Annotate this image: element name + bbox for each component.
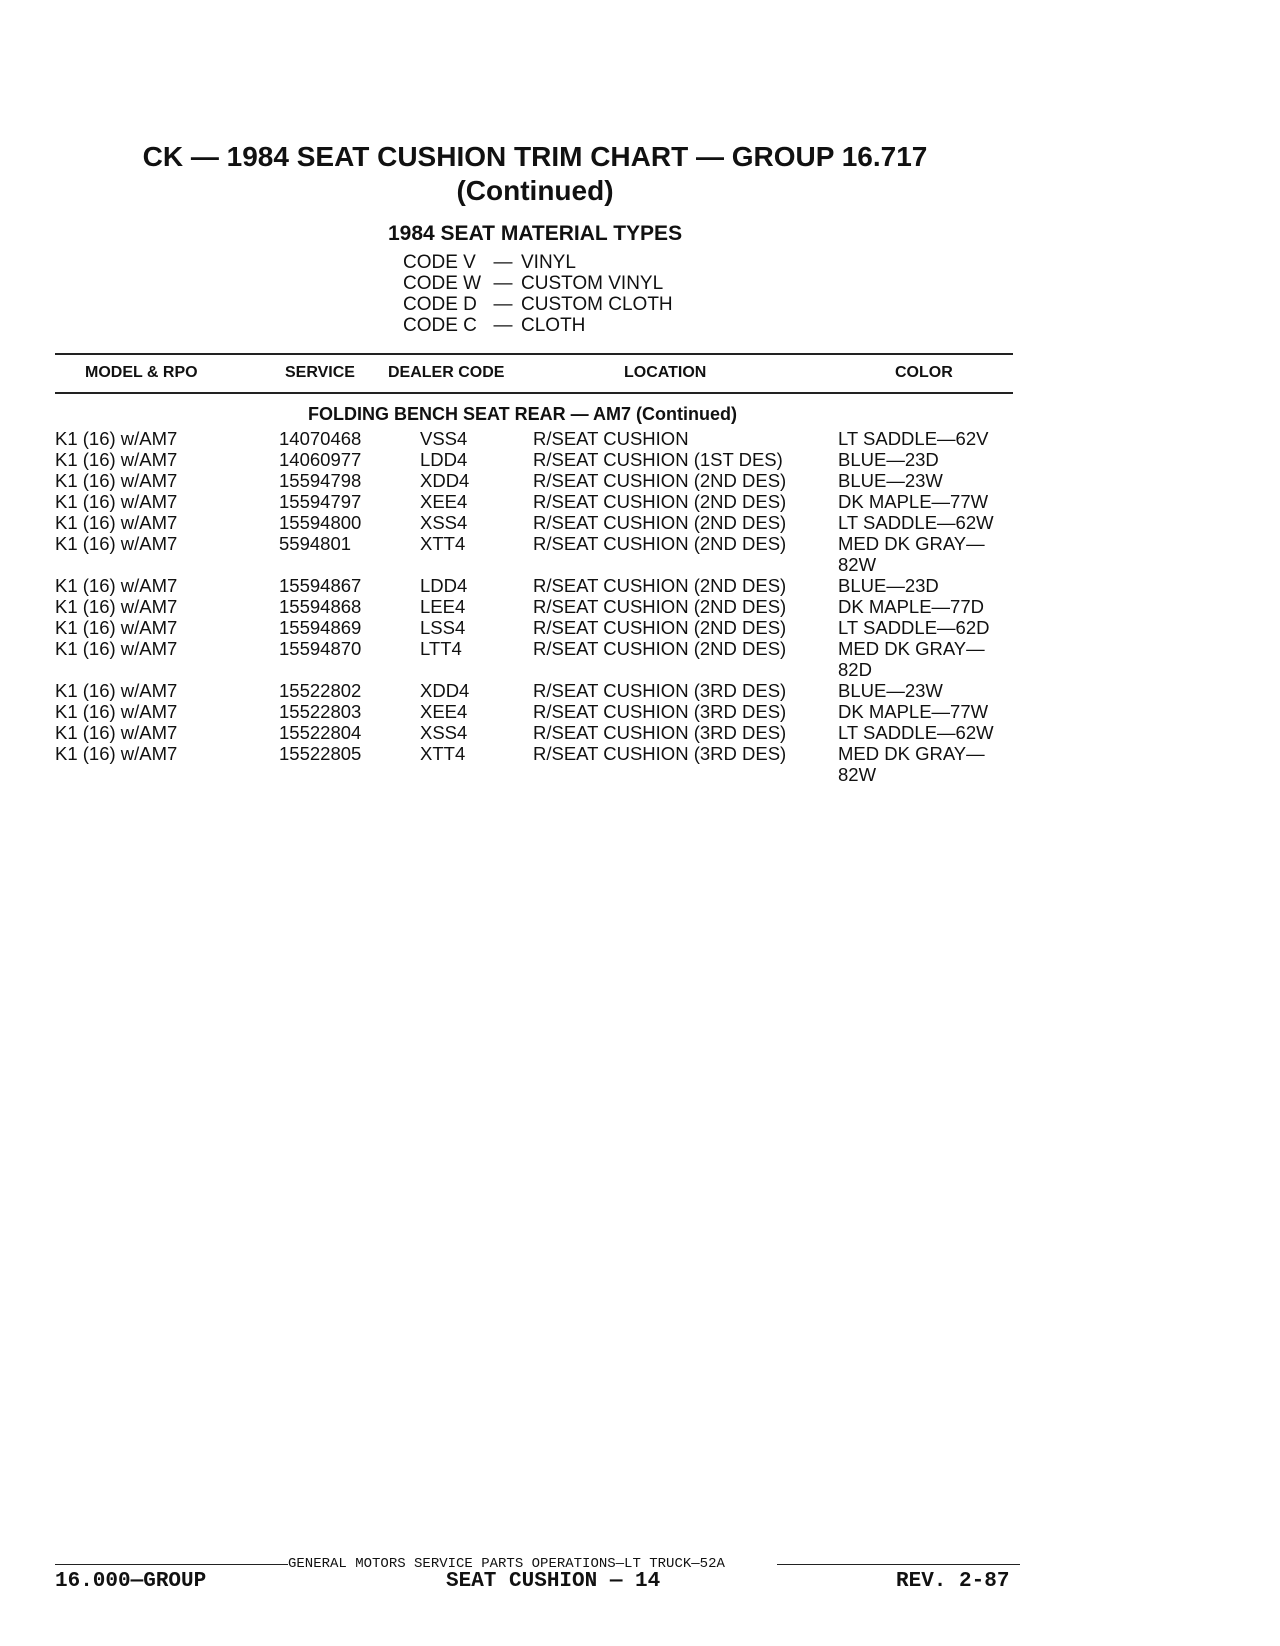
cell-service: 15522805 [279, 743, 362, 764]
table-row [0, 491, 1280, 512]
cell-location: R/SEAT CUSHION (2ND DES) [533, 638, 787, 659]
material-dash: — [493, 273, 513, 294]
cell-service: 15522803 [279, 701, 362, 722]
cell-location: R/SEAT CUSHION (2ND DES) [533, 491, 787, 512]
cell-dealer-code: LEE4 [420, 596, 466, 617]
cell-color: BLUE—23D [838, 449, 939, 470]
cell-service: 15522804 [279, 722, 362, 743]
cell-color: MED DK GRAY— 82W [838, 533, 985, 575]
header-service: SERVICE [285, 364, 355, 381]
cell-model: K1 (16) w/AM7 [55, 533, 178, 554]
footer-group: 16.000—GROUP [55, 1570, 207, 1593]
cell-model: K1 (16) w/AM7 [55, 701, 178, 722]
material-types [388, 222, 682, 336]
cell-model: K1 (16) w/AM7 [55, 470, 178, 491]
cell-dealer-code: XEE4 [420, 491, 468, 512]
header-color: COLOR [895, 364, 953, 381]
header-model: MODEL & RPO [85, 364, 198, 381]
cell-service: 15594867 [279, 575, 362, 596]
table-row [0, 680, 1280, 701]
cell-service: 15522802 [279, 680, 362, 701]
footer-revision: REV. 2-87 [896, 1570, 1010, 1593]
footer-rule-right [777, 1564, 1020, 1565]
cell-color: BLUE—23W [838, 680, 943, 701]
page-title-line2: (Continued) [456, 175, 614, 206]
cell-dealer-code: XTT4 [420, 533, 466, 554]
material-dash: — [493, 294, 513, 315]
cell-location: R/SEAT CUSHION (2ND DES) [533, 617, 787, 638]
cell-location: R/SEAT CUSHION (2ND DES) [533, 512, 787, 533]
material-name: CUSTOM VINYL [521, 273, 664, 294]
table-top-rule [55, 353, 1013, 355]
cell-color: BLUE—23W [838, 470, 943, 491]
cell-location: R/SEAT CUSHION (3RD DES) [533, 701, 787, 722]
table-row [0, 701, 1280, 722]
cell-color: DK MAPLE—77D [838, 596, 984, 617]
cell-location: R/SEAT CUSHION (2ND DES) [533, 533, 787, 554]
footer-page-number: SEAT CUSHION — 14 [446, 1570, 661, 1593]
cell-service: 15594798 [279, 470, 362, 491]
cell-model: K1 (16) w/AM7 [55, 617, 178, 638]
cell-location: R/SEAT CUSHION [533, 428, 689, 449]
material-row [388, 294, 682, 315]
material-dash: — [493, 252, 513, 273]
cell-model: K1 (16) w/AM7 [55, 680, 178, 701]
cell-model: K1 (16) w/AM7 [55, 512, 178, 533]
footer-ops-text: GENERAL MOTORS SERVICE PARTS OPERATIONS—LT TRUCK—52A [288, 1556, 725, 1572]
cell-location: R/SEAT CUSHION (2ND DES) [533, 470, 787, 491]
cell-color: LT SADDLE—62V [838, 428, 989, 449]
cell-model: K1 (16) w/AM7 [55, 722, 178, 743]
cell-color: MED DK GRAY— 82W [838, 743, 985, 785]
table-row [0, 638, 1280, 680]
table-row [0, 533, 1280, 575]
cell-color: LT SADDLE—62D [838, 617, 990, 638]
cell-location: R/SEAT CUSHION (3RD DES) [533, 743, 787, 764]
cell-color: DK MAPLE—77W [838, 491, 989, 512]
material-name: CUSTOM CLOTH [521, 294, 673, 315]
material-name: CLOTH [521, 315, 586, 336]
table-row [0, 470, 1280, 491]
material-dash: — [493, 315, 513, 336]
section-title: FOLDING BENCH SEAT REAR — AM7 (Continued) [308, 404, 737, 424]
cell-location: R/SEAT CUSHION (1ST DES) [533, 449, 783, 470]
table-row [0, 575, 1280, 596]
header-dealer-code: DEALER CODE [388, 364, 505, 381]
cell-location: R/SEAT CUSHION (3RD DES) [533, 722, 787, 743]
material-row [388, 273, 682, 294]
material-code: CODE D [403, 294, 477, 315]
cell-location: R/SEAT CUSHION (2ND DES) [533, 596, 787, 617]
page-title [0, 140, 1070, 208]
cell-dealer-code: XSS4 [420, 512, 468, 533]
cell-color: BLUE—23D [838, 575, 939, 596]
cell-dealer-code: LSS4 [420, 617, 466, 638]
cell-dealer-code: XDD4 [420, 470, 470, 491]
cell-dealer-code: LDD4 [420, 575, 468, 596]
table-row [0, 596, 1280, 617]
cell-service: 15594800 [279, 512, 362, 533]
table-row [0, 512, 1280, 533]
cell-model: K1 (16) w/AM7 [55, 428, 178, 449]
header-location: LOCATION [624, 364, 707, 381]
table-row [0, 428, 1280, 449]
material-code: CODE V [403, 252, 476, 273]
table-body [0, 428, 1280, 785]
footer-rule-left [55, 1564, 288, 1565]
cell-color: LT SADDLE—62W [838, 722, 994, 743]
cell-dealer-code: VSS4 [420, 428, 468, 449]
page-title-line1: CK — 1984 SEAT CUSHION TRIM CHART — GROUP 16.717 [142, 141, 928, 172]
cell-service: 15594869 [279, 617, 362, 638]
material-row [388, 315, 682, 336]
cell-service: 15594870 [279, 638, 362, 659]
cell-model: K1 (16) w/AM7 [55, 638, 178, 659]
cell-dealer-code: XTT4 [420, 743, 466, 764]
material-code: CODE W [403, 273, 482, 294]
cell-service: 14070468 [279, 428, 362, 449]
cell-model: K1 (16) w/AM7 [55, 449, 178, 470]
cell-dealer-code: XDD4 [420, 680, 470, 701]
cell-dealer-code: LDD4 [420, 449, 468, 470]
table-row [0, 722, 1280, 743]
material-types-heading: 1984 SEAT MATERIAL TYPES [388, 222, 683, 245]
table-row [0, 449, 1280, 470]
cell-service: 15594868 [279, 596, 362, 617]
cell-service: 5594801 [279, 533, 352, 554]
table-row [0, 743, 1280, 785]
cell-location: R/SEAT CUSHION (3RD DES) [533, 680, 787, 701]
cell-color: LT SADDLE—62W [838, 512, 994, 533]
cell-color: DK MAPLE—77W [838, 701, 989, 722]
cell-location: R/SEAT CUSHION (2ND DES) [533, 575, 787, 596]
material-code: CODE C [403, 315, 477, 336]
material-name: VINYL [521, 252, 576, 273]
cell-model: K1 (16) w/AM7 [55, 575, 178, 596]
material-row [388, 252, 682, 273]
cell-dealer-code: XSS4 [420, 722, 468, 743]
cell-service: 15594797 [279, 491, 362, 512]
cell-model: K1 (16) w/AM7 [55, 596, 178, 617]
table-header-rule [55, 392, 1013, 394]
cell-dealer-code: XEE4 [420, 701, 468, 722]
cell-color: MED DK GRAY— 82D [838, 638, 985, 680]
cell-dealer-code: LTT4 [420, 638, 462, 659]
cell-model: K1 (16) w/AM7 [55, 491, 178, 512]
table-row [0, 617, 1280, 638]
cell-service: 14060977 [279, 449, 362, 470]
cell-model: K1 (16) w/AM7 [55, 743, 178, 764]
